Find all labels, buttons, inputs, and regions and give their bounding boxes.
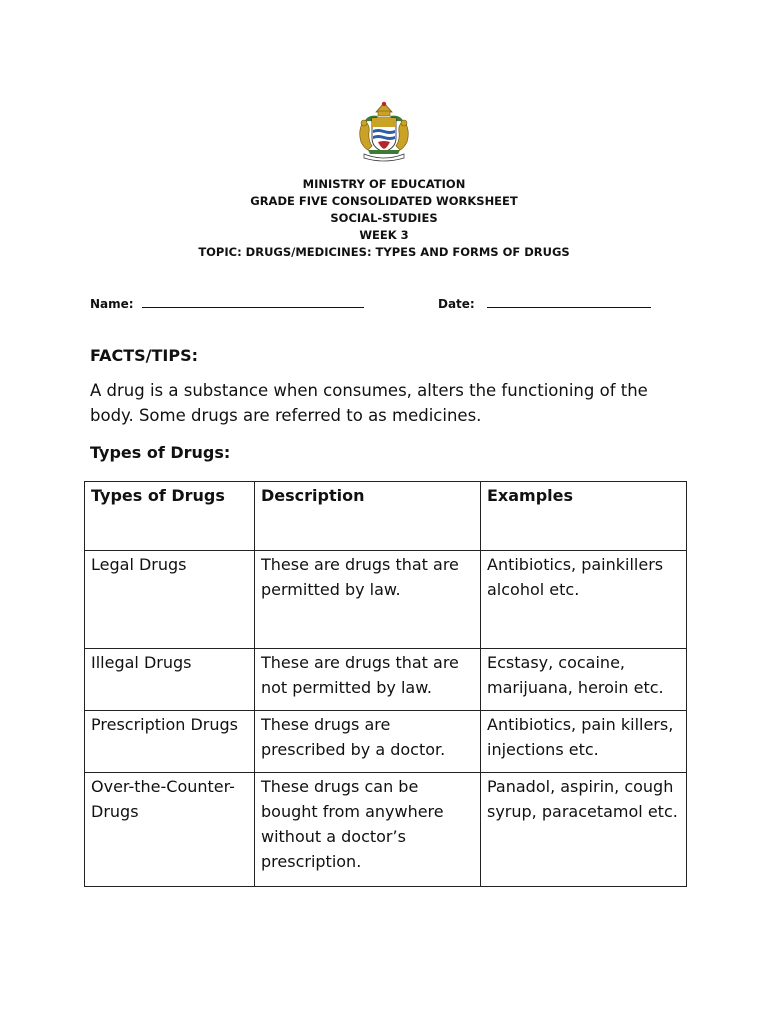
description-cell: These drugs can be bought from anywhere without a doctor’s prescription.	[255, 773, 481, 887]
worksheet-title: GRADE FIVE CONSOLIDATED WORKSHEET	[250, 194, 518, 208]
name-label: Name:	[90, 297, 134, 311]
coat-of-arms-icon	[354, 100, 414, 162]
facts-heading: FACTS/TIPS:	[90, 346, 199, 365]
facts-intro: A drug is a substance when consumes, alters the functioning of the body. Some drugs are referred to as medicines.	[90, 381, 648, 425]
name-field-group	[90, 296, 364, 311]
date-field-group	[438, 296, 651, 311]
subject-title: SOCIAL-STUDIES	[330, 211, 438, 225]
drug-type-cell: Prescription Drugs	[85, 711, 255, 773]
column-header: Types of Drugs	[85, 482, 255, 551]
drug-types-table	[84, 481, 687, 887]
column-header: Description	[255, 482, 481, 551]
date-label: Date:	[438, 297, 475, 311]
description-cell: These drugs are prescribed by a doctor.	[255, 711, 481, 773]
name-field[interactable]	[142, 296, 364, 308]
table-row	[85, 649, 687, 711]
table-row	[85, 551, 687, 649]
table-row	[85, 773, 687, 887]
topic-title: TOPIC: DRUGS/MEDICINES: TYPES AND FORMS OF DRUGS	[198, 245, 570, 259]
examples-cell: Antibiotics, pain killers, injections etc.	[481, 711, 687, 773]
ministry-title: MINISTRY OF EDUCATION	[302, 177, 466, 191]
table-row	[85, 711, 687, 773]
table-header-row	[85, 482, 687, 551]
date-field[interactable]	[487, 296, 651, 308]
drug-type-cell: Illegal Drugs	[85, 649, 255, 711]
description-cell: These are drugs that are not permitted by law.	[255, 649, 481, 711]
drug-type-cell: Legal Drugs	[85, 551, 255, 649]
types-heading: Types of Drugs:	[90, 443, 231, 462]
examples-cell: Panadol, aspirin, cough syrup, paracetamol etc.	[481, 773, 687, 887]
week-title: WEEK 3	[359, 228, 409, 242]
examples-cell: Ecstasy, cocaine, marijuana, heroin etc.	[481, 649, 687, 711]
worksheet-header	[0, 176, 768, 261]
description-cell: These are drugs that are permitted by law.	[255, 551, 481, 649]
drug-type-cell: Over-the-Counter-Drugs	[85, 773, 255, 887]
column-header: Examples	[481, 482, 687, 551]
examples-cell: Antibiotics, painkillers alcohol etc.	[481, 551, 687, 649]
